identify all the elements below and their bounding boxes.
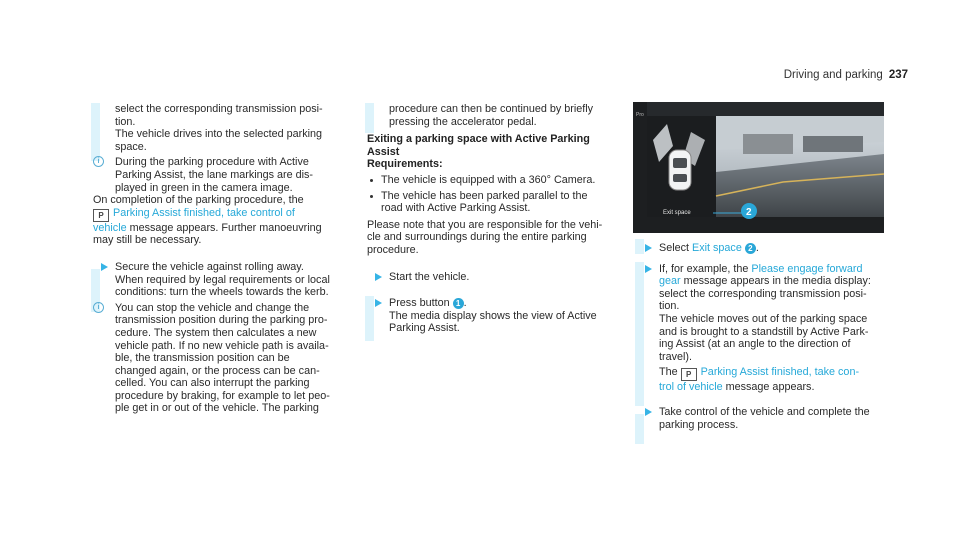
- text-line: road with Active Parking Assist.: [381, 202, 531, 215]
- camera-view-illustration: [633, 102, 884, 233]
- text-line: [389, 297, 629, 310]
- step-arrow-icon: [645, 265, 652, 273]
- text-line: ble, the transmission position can be: [115, 352, 290, 365]
- text-line: Take control of the vehicle and complete the: [659, 405, 870, 418]
- requirement-item: [367, 190, 629, 215]
- step-arrow-icon: [101, 263, 108, 271]
- text-line: conditions: turn the wheels towards the kerb.: [115, 286, 329, 299]
- corner-label: Pro: [636, 112, 644, 118]
- status-message-line: [93, 207, 355, 222]
- info-icon: i: [93, 156, 104, 167]
- text-fragment: message appears. Further manoeuvring: [126, 221, 322, 234]
- text-line: When required by legal requirements or local: [115, 273, 330, 286]
- text-line: may still be necessary.: [93, 234, 202, 247]
- text-fragment: .: [463, 297, 467, 310]
- requirements-heading: Requirements:: [367, 158, 443, 171]
- text-line: procedure.: [367, 243, 419, 256]
- text-line: vehicle path. If no new vehicle path is availa-: [115, 339, 329, 352]
- step-start: [367, 271, 629, 284]
- step-arrow-icon: [375, 299, 382, 307]
- text-line: transmission position during the parking pro-: [115, 314, 328, 327]
- text-line: [659, 366, 899, 381]
- text-fragment: Select: [659, 242, 693, 254]
- text-line: changed again, or the process can be can-: [115, 364, 320, 377]
- note: [93, 156, 355, 194]
- step-select: [637, 242, 899, 255]
- text-line: ple get in or out of the vehicle. The parking: [115, 402, 319, 415]
- text-line: On completion of the parking procedure, the: [93, 194, 304, 207]
- note: [93, 302, 355, 415]
- text-fragment: .: [755, 242, 759, 254]
- step-if-message: [637, 263, 899, 394]
- step-press: [367, 297, 629, 335]
- bullet-dot: [370, 179, 373, 182]
- text-line: travel).: [659, 350, 692, 363]
- text-line: The vehicle moves out of the parking space: [659, 312, 868, 325]
- text-line: cle and surroundings during the entire parking: [367, 231, 587, 244]
- text-line: [659, 381, 899, 394]
- status-message: Please engage forward: [751, 262, 863, 275]
- text-fragment: message appears in the media display:: [680, 275, 871, 288]
- status-message: Parking Assist finished, take con-: [700, 366, 860, 379]
- text-line: You can stop the vehicle and change the: [115, 301, 310, 314]
- section-heading: Exiting a parking space with Active Parking: [367, 133, 590, 146]
- text-line: Secure the vehicle against rolling away.: [115, 260, 304, 273]
- status-message: vehicle: [93, 221, 127, 234]
- status-message: Parking Assist finished, take control of: [113, 206, 295, 219]
- text-line: The vehicle has been parked parallel to the: [381, 189, 588, 202]
- parking-assist-icon: P: [93, 209, 109, 222]
- step-arrow-icon: [375, 273, 382, 281]
- text-fragment: If, for example, the: [659, 262, 752, 275]
- text-line: tion.: [115, 115, 136, 128]
- text-line: The vehicle is equipped with a 360° Camera.: [381, 173, 596, 186]
- text-line: and is brought to a standstill by Active Park-: [659, 325, 869, 338]
- camera-view-figure: [633, 102, 884, 233]
- status-message: trol of vehicle: [659, 381, 723, 394]
- callout-badge: 1: [453, 298, 464, 309]
- status-message-line: [93, 222, 355, 235]
- section-heading: Assist: [367, 145, 400, 158]
- text-line: celled. You can also interrupt the parking: [115, 377, 310, 390]
- text-line: cedure. The system then calculates a new: [115, 326, 317, 339]
- text-line: parking process.: [659, 418, 739, 431]
- text-line: Parking Assist, the lane markings are dis-: [115, 168, 314, 181]
- menu-item-exit-space: Exit space: [692, 242, 742, 254]
- text-line: Parking Assist.: [389, 322, 460, 335]
- text-line: ing Assist (at an angle to the direction of: [659, 338, 851, 351]
- step-arrow-icon: [645, 408, 652, 416]
- text-line: space.: [115, 140, 147, 153]
- text-line: procedure can then be continued by briefly: [389, 103, 594, 115]
- text-line: select the corresponding transmission posi-: [115, 103, 323, 115]
- step-take-control: [637, 406, 899, 431]
- text-fragment: message appears.: [722, 381, 815, 394]
- bullet-dot: [370, 195, 373, 198]
- text-line: tion.: [659, 300, 680, 313]
- figure-callout: 2: [746, 207, 752, 218]
- section-title: Driving and parking: [783, 69, 883, 81]
- text-fragment: Press button: [389, 297, 450, 310]
- text-line: Please note that you are responsible for the vehi-: [367, 218, 603, 231]
- text-line: [659, 275, 899, 288]
- exit-space-label: Exit space: [663, 210, 691, 216]
- text-line: [659, 263, 899, 276]
- parking-assist-icon: P: [681, 368, 697, 381]
- text-line: [659, 242, 899, 255]
- text-line: The vehicle drives into the selected parking: [115, 128, 323, 141]
- column-3: [637, 242, 899, 431]
- text-line: played in green in the camera image.: [115, 181, 293, 194]
- text-line: pressing the accelerator pedal.: [389, 115, 537, 128]
- step-arrow-icon: [645, 244, 652, 252]
- step-secure: [93, 261, 355, 299]
- info-icon: i: [93, 302, 104, 313]
- page-header: [784, 69, 908, 81]
- callout-badge: 2: [745, 243, 756, 254]
- text-line: During the parking procedure with Active: [115, 156, 309, 169]
- text-fragment: The: [659, 366, 678, 379]
- text-line: select the corresponding transmission posi-: [659, 287, 867, 300]
- text-line: The media display shows the view of Active: [389, 309, 597, 322]
- text-line: Start the vehicle.: [389, 270, 470, 283]
- page-number: 237: [888, 69, 908, 81]
- requirement-item: [367, 174, 629, 187]
- column-2: [367, 103, 629, 335]
- text-line: procedure by braking, for example to let peo-: [115, 389, 330, 402]
- status-message: gear: [659, 275, 681, 288]
- column-1: [93, 103, 355, 415]
